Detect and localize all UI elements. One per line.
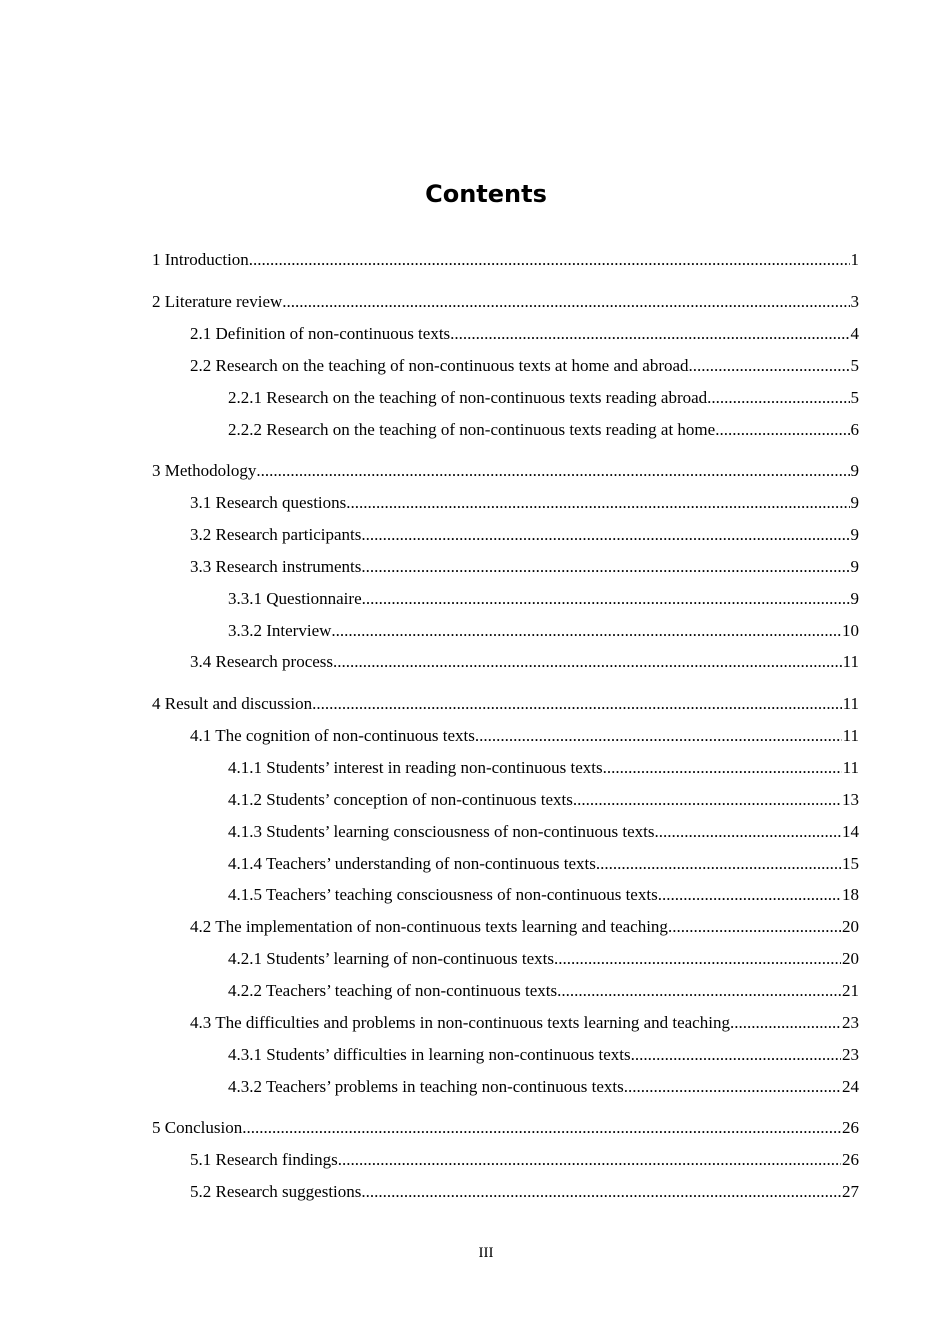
toc-entry-label: 5 Conclusion	[152, 1118, 243, 1137]
toc-leader-dots	[596, 853, 841, 875]
toc-entry[interactable]	[190, 1181, 859, 1203]
toc-entry-page-number: 11	[842, 726, 859, 745]
toc-leader-dots	[573, 789, 841, 811]
toc-entry-page-number: 14	[842, 822, 859, 841]
toc-entry-label: 2 Literature review	[152, 292, 283, 311]
toc-entry-label: 3.3.1 Questionnaire	[228, 589, 362, 608]
toc-leader-dots	[658, 884, 841, 906]
toc-entry[interactable]	[152, 1117, 859, 1139]
toc-entry[interactable]	[190, 725, 859, 747]
toc-entry[interactable]	[228, 980, 859, 1002]
toc-entry-page-number: 11	[842, 694, 859, 713]
toc-entry[interactable]	[152, 693, 859, 715]
toc-entry-label: 4.2.2 Teachers’ teaching of non-continuous texts	[228, 981, 558, 1000]
toc-leader-dots	[624, 1076, 841, 1098]
toc-entry-label: 4.2 The implementation of non-continuous texts learning and teaching	[190, 917, 668, 936]
toc-entry[interactable]	[152, 460, 859, 482]
toc-leader-dots	[282, 291, 849, 313]
toc-entry[interactable]	[228, 1076, 859, 1098]
toc-entry-page-number: 13	[842, 790, 859, 809]
toc-entry[interactable]	[228, 821, 859, 843]
toc-entry-label: 4.3.1 Students’ difficulties in learning non-continuous texts	[228, 1045, 631, 1064]
toc-entry[interactable]	[190, 492, 859, 514]
toc-leader-dots	[730, 1012, 841, 1034]
toc-entry-page-number: 11	[842, 758, 859, 777]
toc-entry-page-number: 9	[850, 493, 859, 512]
toc-entry[interactable]	[228, 853, 859, 875]
page-title: Contents	[425, 180, 547, 208]
toc-entry-label: 1 Introduction	[152, 250, 249, 269]
toc-leader-dots	[362, 588, 850, 610]
toc-entry-page-number: 4	[850, 324, 859, 343]
toc-entry[interactable]	[190, 524, 859, 546]
toc-entry-label: 4.3.2 Teachers’ problems in teaching non-continuous texts	[228, 1077, 624, 1096]
toc-entry[interactable]	[228, 620, 859, 642]
toc-entry[interactable]	[190, 355, 859, 377]
toc-entry[interactable]	[228, 757, 859, 779]
toc-leader-dots	[668, 916, 841, 938]
toc-leader-dots	[333, 651, 842, 673]
toc-entry[interactable]	[190, 651, 859, 673]
toc-entry-label: 4.1.3 Students’ learning consciousness of non-continuous texts	[228, 822, 655, 841]
toc-entry-page-number: 26	[842, 1118, 859, 1137]
toc-leader-dots	[655, 821, 841, 843]
toc-leader-dots	[557, 980, 841, 1002]
toc-entry-label: 4.1.1 Students’ interest in reading non-continuous texts	[228, 758, 603, 777]
toc-entry-label: 4.1.2 Students’ conception of non-continuous texts	[228, 790, 573, 809]
toc-entry-page-number: 20	[842, 917, 859, 936]
toc-leader-dots	[242, 1117, 841, 1139]
toc-entry[interactable]	[228, 1044, 859, 1066]
toc-entry-page-number: 24	[842, 1077, 859, 1096]
toc-entry-label: 3.1 Research questions	[190, 493, 347, 512]
toc-entry-page-number: 5	[850, 388, 859, 407]
toc-entry-page-number: 26	[842, 1150, 859, 1169]
toc-entry-label: 4.2.1 Students’ learning of non-continuous texts	[228, 949, 554, 968]
toc-leader-dots	[450, 323, 849, 345]
toc-entry-page-number: 20	[842, 949, 859, 968]
toc-entry-page-number: 21	[842, 981, 859, 1000]
toc-entry-label: 5.1 Research findings	[190, 1150, 338, 1169]
toc-entry-page-number: 23	[842, 1045, 859, 1064]
toc-entry[interactable]	[228, 789, 859, 811]
toc-entry-label: 3.3 Research instruments	[190, 557, 362, 576]
toc-leader-dots	[715, 419, 849, 441]
toc-leader-dots	[249, 249, 850, 271]
toc-entry-label: 4.1 The cognition of non-continuous texts	[190, 726, 475, 745]
toc-entry-page-number: 9	[850, 557, 859, 576]
toc-leader-dots	[312, 693, 842, 715]
toc-entry-page-number: 9	[850, 589, 859, 608]
toc-entry[interactable]	[228, 588, 859, 610]
toc-entry[interactable]	[228, 419, 859, 441]
toc-leader-dots	[603, 757, 842, 779]
toc-entry-label: 4.1.5 Teachers’ teaching consciousness of non-continuous texts	[228, 885, 658, 904]
toc-entry-page-number: 9	[850, 525, 859, 544]
toc-entry-label: 3.4 Research process	[190, 652, 334, 671]
toc-entry[interactable]	[152, 291, 859, 313]
toc-leader-dots	[361, 1181, 841, 1203]
toc-entry-page-number: 11	[842, 652, 859, 671]
toc-entry-page-number: 5	[850, 356, 859, 375]
toc-entry-label: 3.3.2 Interview	[228, 621, 332, 640]
toc-entry[interactable]	[190, 1012, 859, 1034]
toc-entry-page-number: 1	[850, 250, 859, 269]
toc-entry-label: 3.2 Research participants	[190, 525, 362, 544]
toc-entry-label: 4 Result and discussion	[152, 694, 313, 713]
toc-entry[interactable]	[228, 387, 859, 409]
toc-entry-label: 2.2.1 Research on the teaching of non-continuous texts reading abroad	[228, 388, 708, 407]
toc-entry-label: 4.1.4 Teachers’ understanding of non-continuous texts	[228, 854, 596, 873]
toc-leader-dots	[689, 355, 850, 377]
toc-entry[interactable]	[190, 323, 859, 345]
toc-leader-dots	[361, 524, 849, 546]
toc-leader-dots	[475, 725, 842, 747]
toc-entry[interactable]	[190, 916, 859, 938]
toc-entry-page-number: 3	[850, 292, 859, 311]
toc-entry-label: 2.2 Research on the teaching of non-continuous texts at home and abroad	[190, 356, 689, 375]
toc-entry-label: 3 Methodology	[152, 461, 257, 480]
toc-leader-dots	[331, 620, 841, 642]
toc-leader-dots	[338, 1149, 841, 1171]
toc-entry-page-number: 23	[842, 1013, 859, 1032]
toc-entry[interactable]	[228, 884, 859, 906]
toc-entry[interactable]	[228, 948, 859, 970]
toc-entry-page-number: 18	[842, 885, 859, 904]
toc-entry-label: 2.1 Definition of non-continuous texts	[190, 324, 451, 343]
toc-entry[interactable]	[190, 556, 859, 578]
toc-leader-dots	[707, 387, 849, 409]
toc-leader-dots	[256, 460, 849, 482]
toc-entry-page-number: 6	[850, 420, 859, 439]
toc-entry-label: 2.2.2 Research on the teaching of non-continuous texts reading at home	[228, 420, 716, 439]
toc-leader-dots	[631, 1044, 841, 1066]
toc-leader-dots	[361, 556, 849, 578]
toc-entry-label: 5.2 Research suggestions	[190, 1182, 362, 1201]
toc-entry-label: 4.3 The difficulties and problems in non-continuous texts learning and teaching	[190, 1013, 730, 1032]
toc-entry[interactable]	[152, 249, 859, 271]
toc-entry-page-number: 10	[842, 621, 859, 640]
toc-entry-page-number: 9	[850, 461, 859, 480]
toc-entry-page-number: 27	[842, 1182, 859, 1201]
toc-leader-dots	[554, 948, 841, 970]
toc-leader-dots	[346, 492, 849, 514]
toc-entry[interactable]	[190, 1149, 859, 1171]
toc-entry-page-number: 15	[842, 854, 859, 873]
page-number-footer: III	[478, 1245, 494, 1261]
